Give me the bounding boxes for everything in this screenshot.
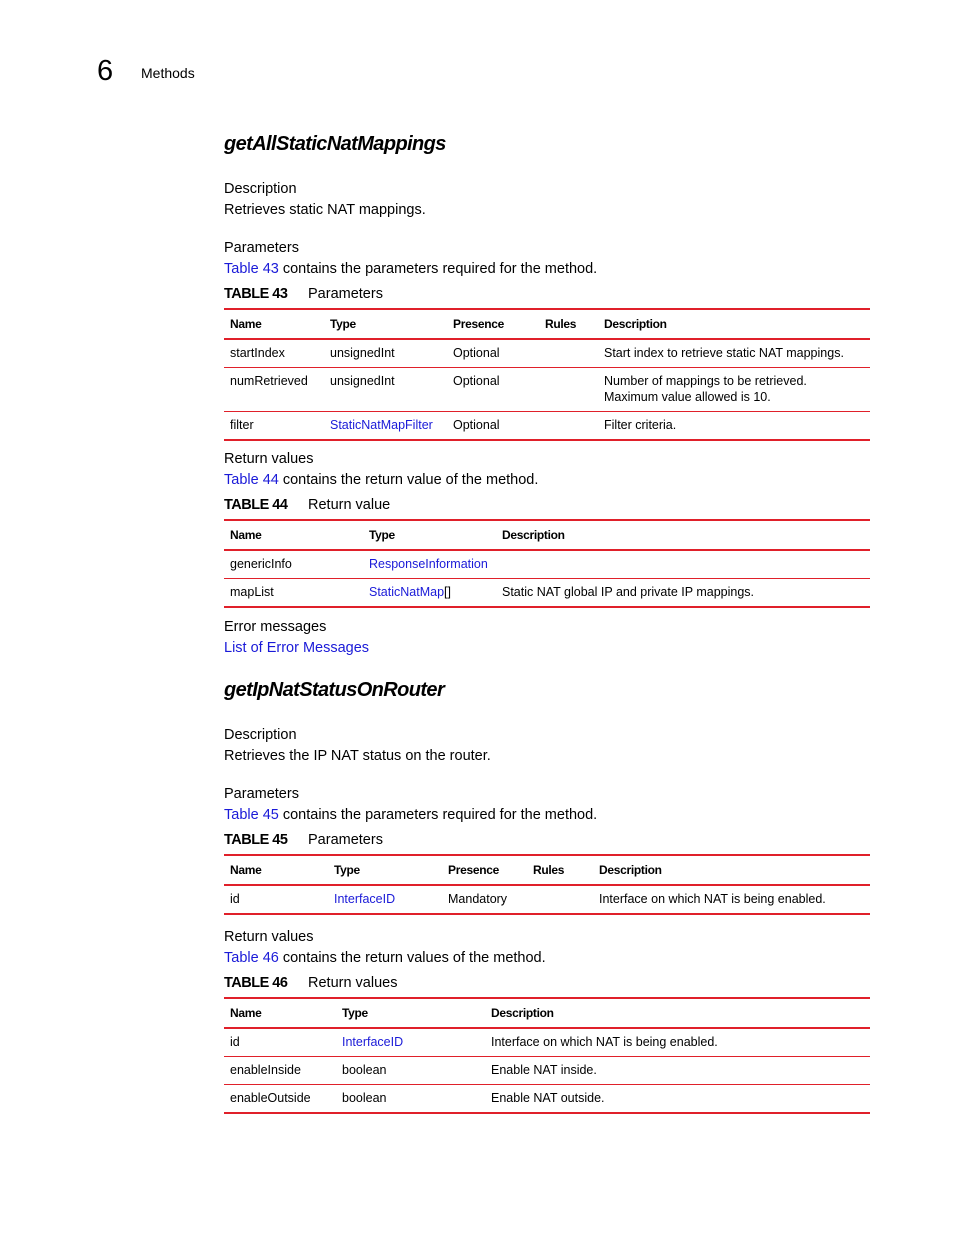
cell-description: Filter criteria. <box>604 418 677 432</box>
table-row <box>224 339 870 368</box>
column-header: Description <box>502 528 565 542</box>
cell-rules <box>527 885 593 914</box>
cell-rules <box>539 412 598 441</box>
parameters-text: contains the parameters required for the method. <box>278 261 598 277</box>
cell-presence: Optional <box>453 418 500 432</box>
cell-description: Enable NAT outside. <box>491 1091 605 1105</box>
column-header: Type <box>369 528 395 542</box>
cell-presence: Mandatory <box>448 892 508 906</box>
table-header-row <box>224 309 870 339</box>
cell-description <box>598 368 870 412</box>
cell-description: Interface on which NAT is being enabled. <box>599 892 826 906</box>
table-row <box>224 412 870 441</box>
cell-name: filter <box>230 418 254 432</box>
cell-rules <box>539 339 598 368</box>
parameters-paragraph <box>224 807 597 823</box>
table-46-link[interactable]: Table 46 <box>224 950 279 966</box>
return-values-text: contains the return value of the method. <box>278 472 539 488</box>
table-44-caption <box>224 497 390 513</box>
cell-type: boolean <box>342 1063 387 1077</box>
column-header: Name <box>230 863 262 877</box>
table-row <box>224 579 870 608</box>
column-header: Description <box>599 863 662 877</box>
table-46 <box>224 997 870 1114</box>
column-header: Name <box>230 1006 262 1020</box>
table-row <box>224 550 870 579</box>
cell-name: mapList <box>230 585 274 599</box>
responseinformation-link[interactable]: ResponseInformation <box>369 557 488 571</box>
cell-name: id <box>230 1035 240 1049</box>
cell-presence: Optional <box>453 374 500 388</box>
cell-type: unsignedInt <box>330 374 395 388</box>
column-header: Presence <box>448 863 499 877</box>
column-header: Type <box>334 863 360 877</box>
table-44-link[interactable]: Table 44 <box>224 472 279 488</box>
table-caption-text: Parameters <box>308 832 383 848</box>
table-label: TABLE 46 <box>224 975 288 991</box>
table-caption-text: Return value <box>308 497 391 513</box>
error-messages-heading: Error messages <box>224 619 327 635</box>
description-heading: Description <box>224 181 297 197</box>
staticnatmap-link[interactable]: StaticNatMap <box>369 585 445 599</box>
section-title-getipnatstatusonrouter: getIpNatStatusOnRouter <box>224 679 445 701</box>
cell-name: startIndex <box>230 346 285 360</box>
cell-description: Interface on which NAT is being enabled. <box>491 1035 718 1049</box>
table-46-caption <box>224 975 397 991</box>
table-43 <box>224 308 870 441</box>
table-row <box>224 1085 870 1114</box>
cell-type <box>363 579 496 608</box>
chapter-title: Methods <box>141 65 195 81</box>
cell-name: genericInfo <box>230 557 292 571</box>
section-title-getallstaticnatmappings: getAllStaticNatMappings <box>224 133 446 155</box>
description-text: Retrieves the IP NAT status on the router. <box>224 748 491 764</box>
cell-description: Start index to retrieve static NAT mappings. <box>604 346 844 360</box>
table-row <box>224 1057 870 1085</box>
description-text: Retrieves static NAT mappings. <box>224 202 426 218</box>
table-45 <box>224 854 870 915</box>
column-header: Description <box>604 317 667 331</box>
table-header-row <box>224 998 870 1028</box>
cell-description <box>496 550 870 579</box>
description-line: Number of mappings to be retrieved. <box>604 374 807 388</box>
interfaceid-link[interactable]: InterfaceID <box>334 892 396 906</box>
interfaceid-link[interactable]: InterfaceID <box>342 1035 404 1049</box>
array-suffix: [] <box>444 585 451 599</box>
column-header: Type <box>330 317 356 331</box>
cell-type <box>363 550 496 579</box>
column-header: Name <box>230 528 262 542</box>
chapter-number: 6 <box>97 55 114 87</box>
table-label: TABLE 44 <box>224 497 288 513</box>
table-header-row <box>224 855 870 885</box>
description-heading: Description <box>224 727 297 743</box>
column-header: Rules <box>545 317 577 331</box>
column-header: Type <box>342 1006 368 1020</box>
cell-name: numRetrieved <box>230 374 308 388</box>
return-values-heading: Return values <box>224 929 314 945</box>
cell-name: enableOutside <box>230 1091 311 1105</box>
table-label: TABLE 45 <box>224 832 288 848</box>
error-messages-link[interactable]: List of Error Messages <box>224 640 370 656</box>
cell-name: enableInside <box>230 1063 301 1077</box>
table-44 <box>224 519 870 608</box>
staticnatmapfilter-link[interactable]: StaticNatMapFilter <box>330 418 433 432</box>
table-43-caption <box>224 286 383 302</box>
cell-type <box>324 412 447 441</box>
table-header-row <box>224 520 870 550</box>
table-43-link[interactable]: Table 43 <box>224 261 279 277</box>
table-45-link[interactable]: Table 45 <box>224 807 279 823</box>
cell-presence: Optional <box>453 346 500 360</box>
table-row <box>224 368 870 412</box>
cell-type <box>336 1028 485 1057</box>
return-values-heading: Return values <box>224 451 314 467</box>
cell-type: unsignedInt <box>330 346 395 360</box>
column-header: Name <box>230 317 262 331</box>
cell-type <box>328 885 442 914</box>
return-values-paragraph <box>224 472 538 488</box>
parameters-paragraph <box>224 261 597 277</box>
column-header: Description <box>491 1006 554 1020</box>
parameters-heading: Parameters <box>224 786 299 802</box>
error-messages-paragraph <box>224 640 369 656</box>
table-row <box>224 885 870 914</box>
table-caption-text: Parameters <box>308 286 383 302</box>
table-label: TABLE 43 <box>224 286 288 302</box>
cell-description: Enable NAT inside. <box>491 1063 597 1077</box>
return-values-text: contains the return values of the method. <box>278 950 546 966</box>
column-header: Presence <box>453 317 504 331</box>
column-header: Rules <box>533 863 565 877</box>
return-values-paragraph <box>224 950 546 966</box>
cell-type: boolean <box>342 1091 387 1105</box>
cell-name: id <box>230 892 240 906</box>
description-line: Maximum value allowed is 10. <box>604 390 771 404</box>
table-caption-text: Return values <box>308 975 398 991</box>
table-45-caption <box>224 832 383 848</box>
cell-rules <box>539 368 598 412</box>
parameters-heading: Parameters <box>224 240 299 256</box>
table-row <box>224 1028 870 1057</box>
cell-description: Static NAT global IP and private IP mappings. <box>502 585 754 599</box>
parameters-text: contains the parameters required for the method. <box>278 807 598 823</box>
